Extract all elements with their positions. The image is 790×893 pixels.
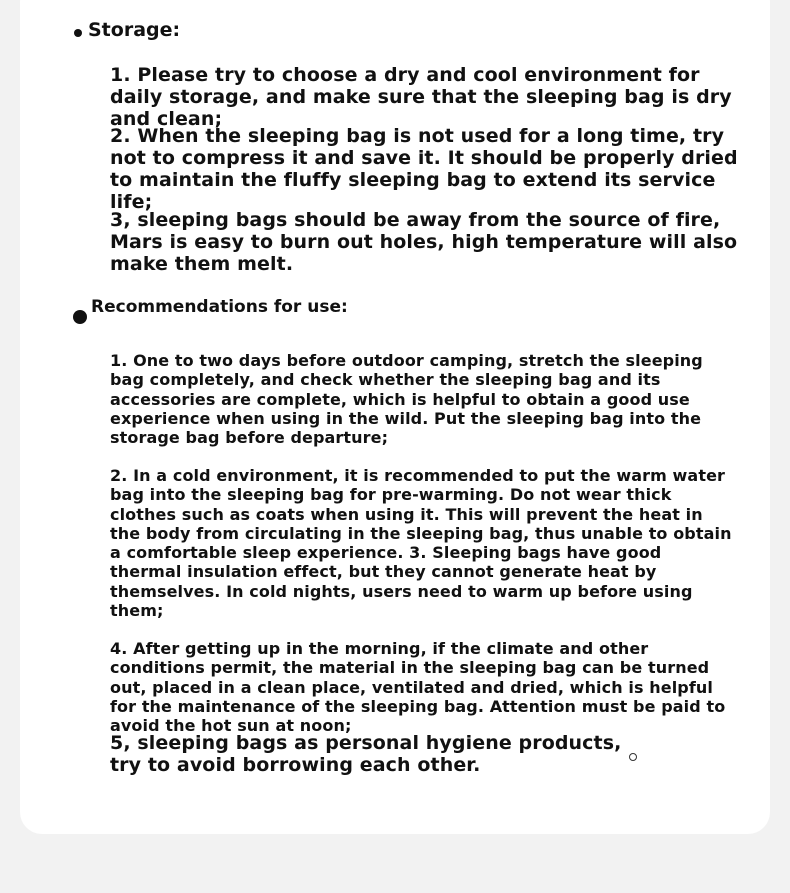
storage-item-2: 2. When the sleeping bag is not used for a long time, try not to compress it and save it. It should be properly dried to maintain the fluffy sleeping bag to extend its service life; (110, 125, 738, 213)
recommendations-bullet-icon (73, 310, 87, 324)
storage-bullet-icon (74, 29, 82, 37)
storage-item-3: 3, sleeping bags should be away from the source of fire, Mars is easy to burn out holes, high temperature will also make them melt. (110, 209, 738, 275)
storage-heading: Storage: (88, 19, 181, 41)
recommendation-item-4: 5, sleeping bags as personal hygiene products, try to avoid borrowing each other. (110, 732, 622, 776)
recommendations-heading: Recommendations for use: (91, 297, 348, 317)
recommendation-item-2: 2. In a cold environment, it is recommended to put the warm water bag into the sleeping bag for pre-warming. Do not wear thick clothes such as coats when using it. This will prevent the heat in the body from circulating in the sleeping bag, thus unable to obtain a comfortable sleep experience. 3. Sleeping bags have good thermal insulation effect, but they cannot generate heat by themselves. In cold nights, users need to warm up before using them; (110, 466, 732, 621)
small-circle-icon (629, 753, 637, 761)
storage-item-1: 1. Please try to choose a dry and cool environment for daily storage, and make sure that the sleeping bag is dry and clean; (110, 64, 732, 130)
recommendation-item-1: 1. One to two days before outdoor camping, stretch the sleeping bag completely, and check whether the sleeping bag and its accessories are complete, which is helpful to obtain a good use experience when using in the wild. Put the sleeping bag into the storage bag before departure; (110, 351, 703, 448)
recommendation-item-3: 4. After getting up in the morning, if the climate and other conditions permit, the material in the sleeping bag can be turned out, placed in a clean place, ventilated and dried, which is helpful for the maintenance of the sleeping bag. Attention must be paid to avoid the hot sun at noon; (110, 639, 726, 736)
